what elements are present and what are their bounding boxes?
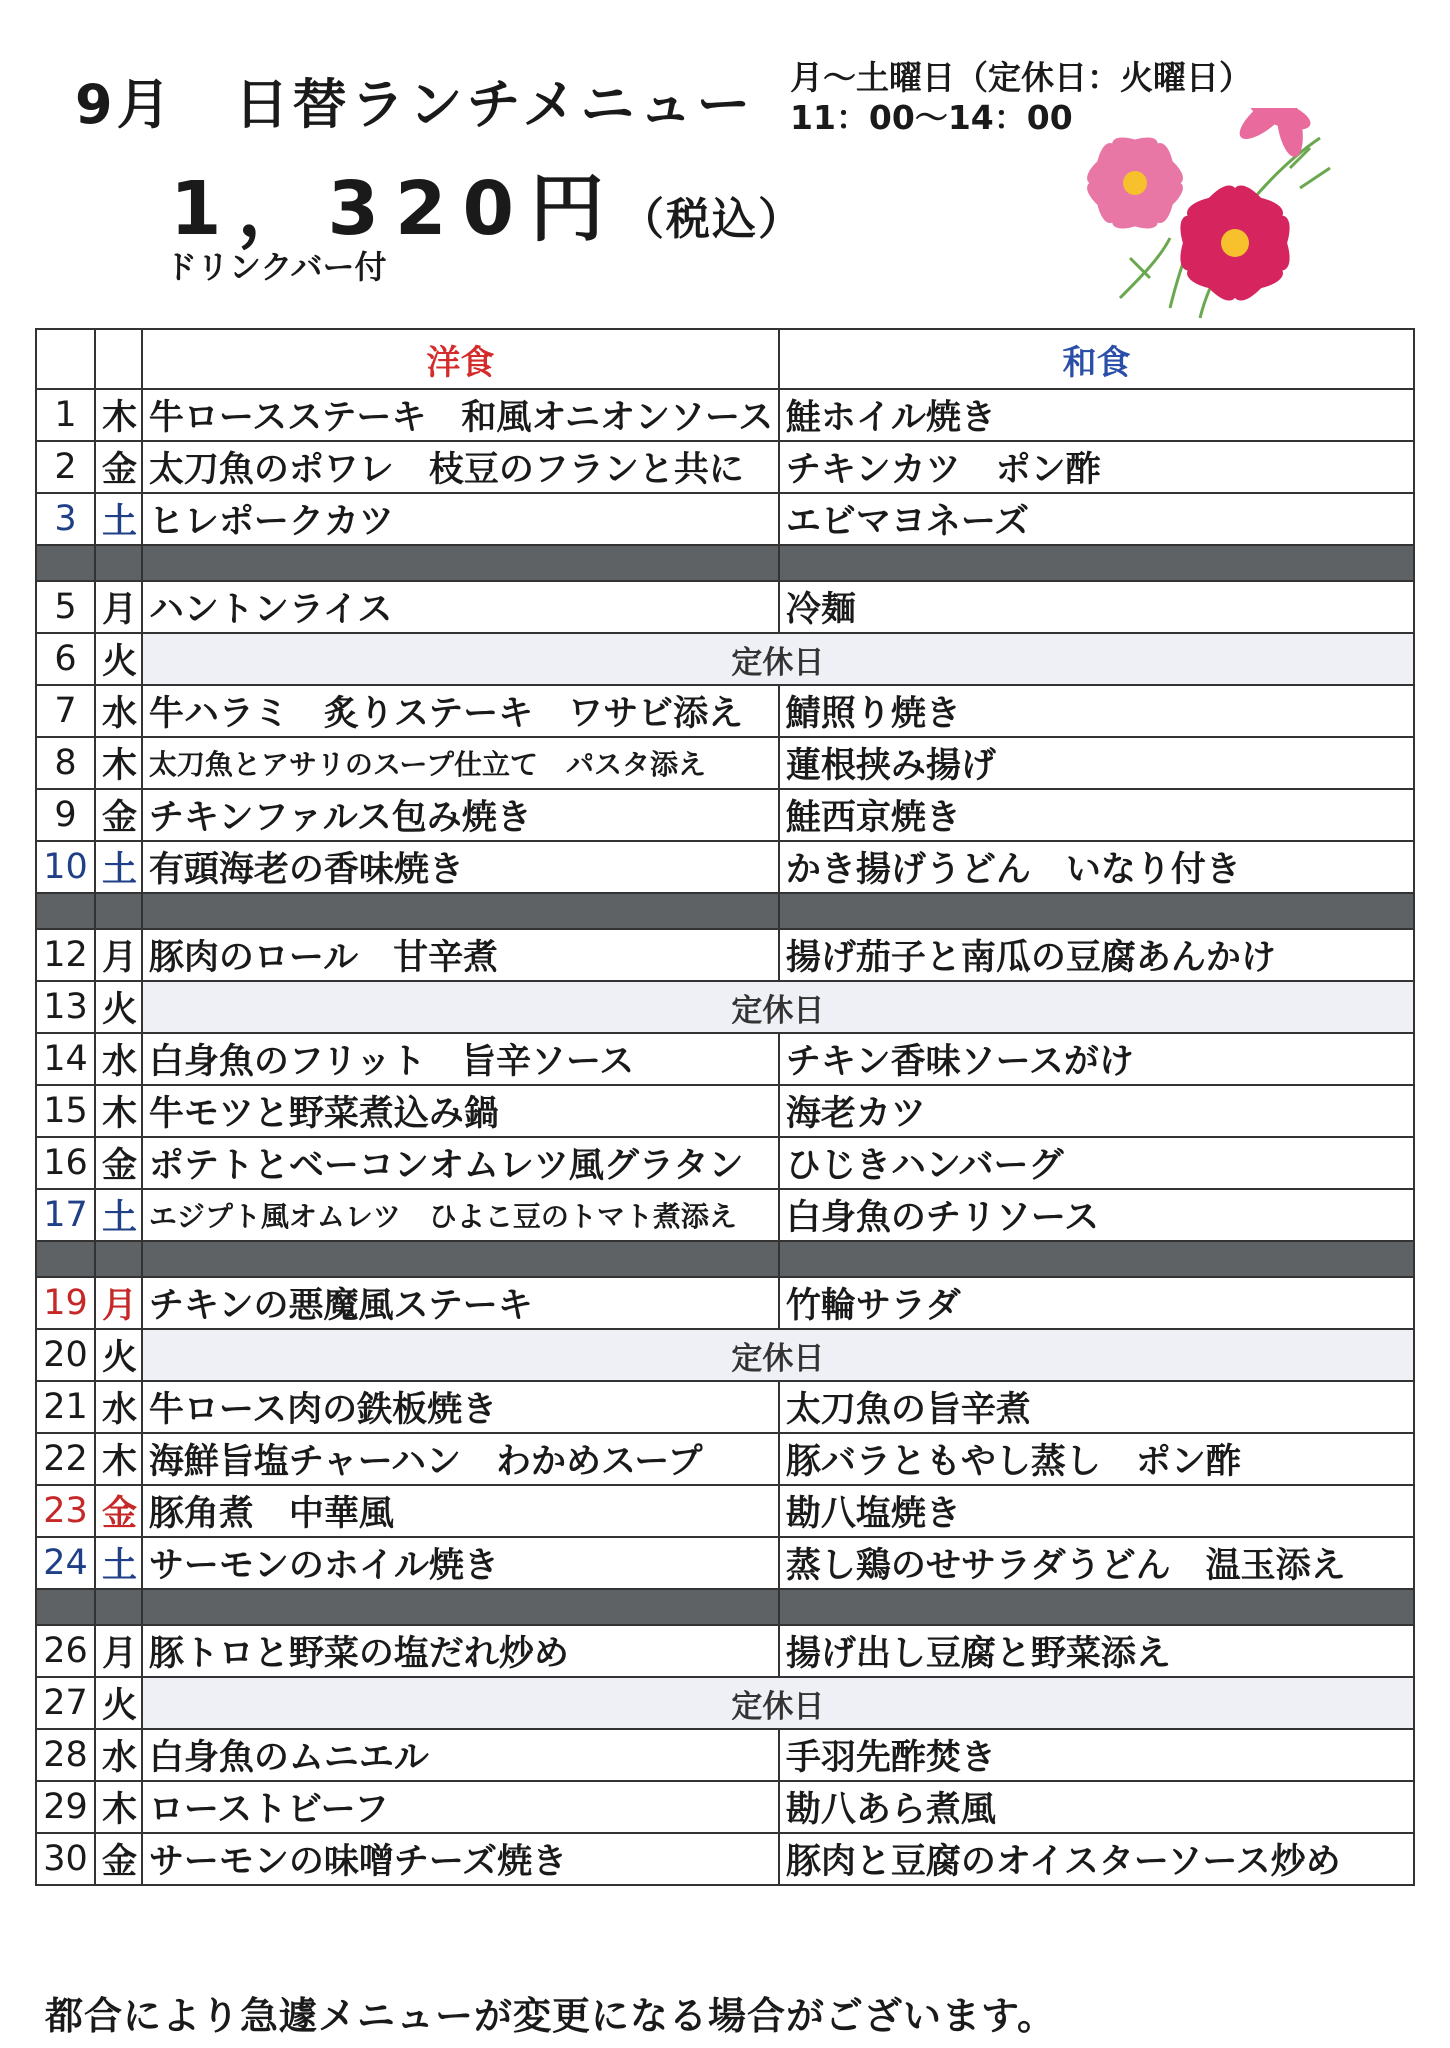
table-row [36,441,1414,493]
closed-day-label: 定休日 [142,1329,1414,1381]
price-amount: 1，320円 [170,166,620,252]
weekday: 木 [95,1085,142,1137]
separator-cell [95,1241,142,1277]
separator-cell [95,545,142,581]
day-number: 17 [36,1189,95,1241]
week-separator-row [36,1589,1414,1625]
day-number: 23 [36,1485,95,1537]
opening-time: 11：00～14：00 [790,98,1073,137]
japanese-dish: 鮭ホイル焼き [779,389,1414,441]
western-dish: 豚トロと野菜の塩だれ炒め [142,1625,779,1677]
japanese-dish: 鮭西京焼き [779,789,1414,841]
weekday: 火 [95,633,142,685]
western-header: 洋食 [142,329,779,389]
japanese-dish: 蓮根挟み揚げ [779,737,1414,789]
weekday: 水 [95,1033,142,1085]
weekday: 金 [95,789,142,841]
japanese-dish: エビマヨネーズ [779,493,1414,545]
table-row [36,1085,1414,1137]
western-dish: 有頭海老の香味焼き [142,841,779,893]
closed-day-row [36,1677,1414,1729]
closed-day-label: 定休日 [142,981,1414,1033]
separator-cell [36,1241,95,1277]
western-dish: 白身魚のフリット 旨辛ソース [142,1033,779,1085]
day-number: 24 [36,1537,95,1589]
day-number: 12 [36,929,95,981]
menu-title-text: 日替ランチメニュー [234,73,755,136]
separator-cell [142,1241,779,1277]
weekday: 金 [95,441,142,493]
western-dish: チキンファルス包み焼き [142,789,779,841]
price [170,150,804,256]
table-row [36,1433,1414,1485]
table-row [36,929,1414,981]
japanese-dish: 鯖照り焼き [779,685,1414,737]
table-row [36,1729,1414,1781]
closed-day-row [36,633,1414,685]
day-number: 5 [36,581,95,633]
table-row [36,1381,1414,1433]
weekday: 木 [95,1433,142,1485]
separator-cell [95,893,142,929]
table-header-row [36,329,1414,389]
separator-cell [95,1589,142,1625]
table-row [36,1833,1414,1885]
western-dish: 牛ロース肉の鉄板焼き [142,1381,779,1433]
western-dish: 牛ロースステーキ 和風オニオンソース [142,389,779,441]
menu-title [75,62,754,139]
separator-cell [779,893,1414,929]
japanese-dish: チキンカツ ポン酢 [779,441,1414,493]
western-dish: ポテトとベーコンオムレツ風グラタン [142,1137,779,1189]
weekday: 金 [95,1137,142,1189]
table-row [36,737,1414,789]
day-number: 14 [36,1033,95,1085]
western-dish: ヒレポークカツ [142,493,779,545]
western-dish: 豚角煮 中華風 [142,1485,779,1537]
table-row [36,389,1414,441]
japanese-dish: 豚バラともやし蒸し ポン酢 [779,1433,1414,1485]
western-dish: 太刀魚のポワレ 枝豆のフランと共に [142,441,779,493]
separator-cell [779,545,1414,581]
table-row [36,1625,1414,1677]
western-dish: チキンの悪魔風ステーキ [142,1277,779,1329]
separator-cell [142,893,779,929]
day-number: 6 [36,633,95,685]
weekday-header [95,329,142,389]
weekday: 水 [95,1729,142,1781]
weekday: 月 [95,929,142,981]
weekday: 金 [95,1485,142,1537]
japanese-dish: 勘八塩焼き [779,1485,1414,1537]
day-number: 15 [36,1085,95,1137]
japanese-dish: チキン香味ソースがけ [779,1033,1414,1085]
japanese-header: 和食 [779,329,1414,389]
lunch-menu-table [35,328,1415,1886]
day-number: 3 [36,493,95,545]
day-number: 21 [36,1381,95,1433]
western-dish: ローストビーフ [142,1781,779,1833]
separator-cell [142,545,779,581]
closed-day-row [36,1329,1414,1381]
weekday: 土 [95,1189,142,1241]
weekday: 木 [95,737,142,789]
day-number: 29 [36,1781,95,1833]
weekday: 月 [95,1277,142,1329]
drink-bar-note: ドリンクバー付 [165,248,387,286]
weekday: 火 [95,981,142,1033]
separator-cell [779,1241,1414,1277]
japanese-dish: ひじきハンバーグ [779,1137,1414,1189]
separator-cell [779,1589,1414,1625]
day-number: 7 [36,685,95,737]
weekday: 土 [95,493,142,545]
japanese-dish: 手羽先酢焚き [779,1729,1414,1781]
japanese-dish: 豚肉と豆腐のオイスターソース炒め [779,1833,1414,1885]
japanese-dish: 揚げ出し豆腐と野菜添え [779,1625,1414,1677]
day-number: 28 [36,1729,95,1781]
table-row [36,1277,1414,1329]
japanese-dish: 勘八あら煮風 [779,1781,1414,1833]
japanese-dish: 揚げ茄子と南瓜の豆腐あんかけ [779,929,1414,981]
cosmos-flower-illustration [1060,108,1350,328]
menu-month: 9月 [75,73,175,136]
western-dish: 牛ハラミ 炙りステーキ ワサビ添え [142,685,779,737]
day-number: 19 [36,1277,95,1329]
week-separator-row [36,545,1414,581]
weekday: 火 [95,1329,142,1381]
day-number: 27 [36,1677,95,1729]
closed-day-row [36,981,1414,1033]
japanese-dish: 蒸し鶏のせサラダうどん 温玉添え [779,1537,1414,1589]
day-number: 30 [36,1833,95,1885]
western-dish: エジプト風オムレツ ひよこ豆のトマト煮添え [142,1189,779,1241]
table-row [36,1137,1414,1189]
table-row [36,1537,1414,1589]
table-row [36,1781,1414,1833]
table-row [36,1485,1414,1537]
day-number: 20 [36,1329,95,1381]
western-dish: ハントンライス [142,581,779,633]
weekday: 土 [95,841,142,893]
separator-cell [36,1589,95,1625]
japanese-dish: かき揚げうどん いなり付き [779,841,1414,893]
closed-day-label: 定休日 [142,633,1414,685]
japanese-dish: 太刀魚の旨辛煮 [779,1381,1414,1433]
weekday: 月 [95,581,142,633]
opening-days: 月～土曜日（定休日：火曜日） [790,58,1252,97]
western-dish: サーモンのホイル焼き [142,1537,779,1589]
separator-cell [142,1589,779,1625]
western-dish: 豚肉のロール 甘辛煮 [142,929,779,981]
western-dish: 海鮮旨塩チャーハン わかめスープ [142,1433,779,1485]
weekday: 月 [95,1625,142,1677]
day-number: 13 [36,981,95,1033]
japanese-dish: 白身魚のチリソース [779,1189,1414,1241]
weekday: 土 [95,1537,142,1589]
table-row [36,685,1414,737]
western-dish: サーモンの味噌チーズ焼き [142,1833,779,1885]
day-header [36,329,95,389]
day-number: 10 [36,841,95,893]
week-separator-row [36,893,1414,929]
weekday: 木 [95,1781,142,1833]
day-number: 9 [36,789,95,841]
japanese-dish: 冷麺 [779,581,1414,633]
table-row [36,789,1414,841]
day-number: 26 [36,1625,95,1677]
day-number: 22 [36,1433,95,1485]
closed-day-label: 定休日 [142,1677,1414,1729]
weekday: 火 [95,1677,142,1729]
separator-cell [36,545,95,581]
separator-cell [36,893,95,929]
western-dish: 白身魚のムニエル [142,1729,779,1781]
day-number: 8 [36,737,95,789]
footer-note: 都合により急遽メニューが変更になる場合がございます。 [45,1994,1056,2038]
weekday: 木 [95,389,142,441]
day-number: 16 [36,1137,95,1189]
western-dish: 太刀魚とアサリのスープ仕立て パスタ添え [142,737,779,789]
day-number: 2 [36,441,95,493]
weekday: 水 [95,685,142,737]
western-dish: 牛モツと野菜煮込み鍋 [142,1085,779,1137]
day-number: 1 [36,389,95,441]
table-row [36,1033,1414,1085]
week-separator-row [36,1241,1414,1277]
table-row [36,841,1414,893]
table-row [36,581,1414,633]
menu-rows [36,389,1414,1885]
japanese-dish: 海老カツ [779,1085,1414,1137]
japanese-dish: 竹輪サラダ [779,1277,1414,1329]
table-row [36,493,1414,545]
table-row [36,1189,1414,1241]
weekday: 水 [95,1381,142,1433]
weekday: 金 [95,1833,142,1885]
price-tax-note: （税込） [619,194,804,245]
